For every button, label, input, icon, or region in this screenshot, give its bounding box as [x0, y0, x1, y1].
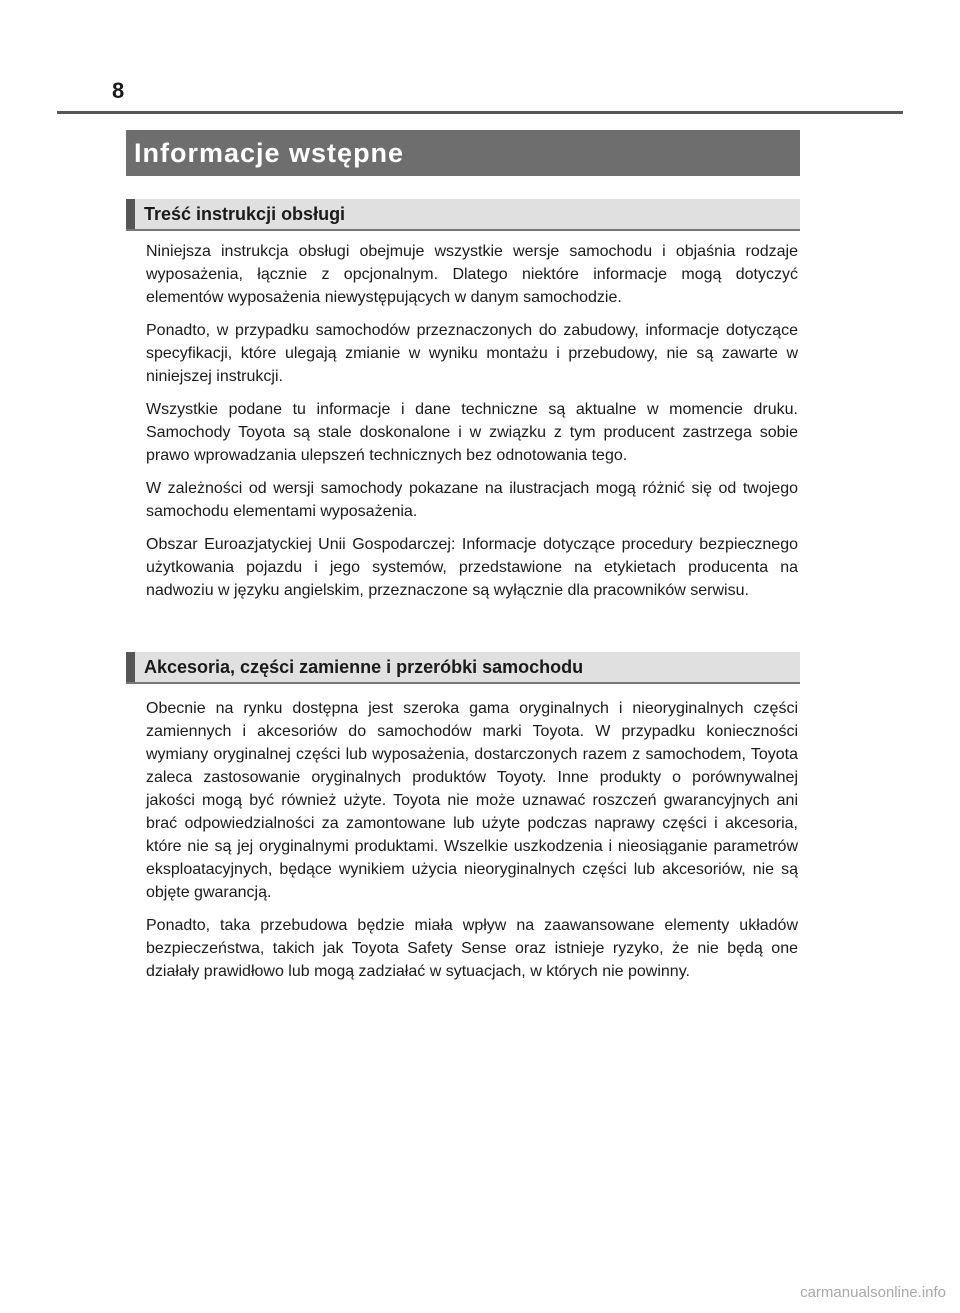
paragraph: Niniejsza instrukcja obsługi obejmuje wszystkie wersje samochodu i objaśnia rodzaje wyposażenia, łącznie z opcjonalnym. Dlatego niektóre informacje mogą dotyczyć elementów wyposażenia niewystępujących w danym samochodzie. [146, 243, 798, 306]
paragraph: Wszystkie podane tu informacje i dane techniczne są aktualne w momencie druku. Samochody Toyota są stale doskonalone i w związku z tym producent zastrzega sobie prawo wprowadzania ulepszeń technicznych bez odnotowania tego. [146, 401, 798, 464]
page-number: 8 [112, 78, 125, 103]
header-divider [57, 111, 903, 114]
section-heading-accessories [126, 652, 800, 684]
paragraph: Ponadto, w przypadku samochodów przeznaczonych do zabudowy, informacje dotyczące specyfikacji, które ulegają zmianie w wyniku montażu i przebudowy, nie są zawarte w niniejszej instrukcji. [146, 322, 798, 385]
section-heading-label: Treść instrukcji obsługi [144, 203, 346, 224]
section-body-manual-contents [146, 240, 798, 612]
section-heading-label: Akcesoria, części zamienne i przeróbki samochodu [144, 656, 584, 677]
section-heading-manual-contents [126, 199, 800, 231]
paragraph: W zależności od wersji samochody pokazane na ilustracjach mogą różnić się od twojego samochodu elementami wyposażenia. [146, 480, 798, 520]
paragraph: Ponadto, taka przebudowa będzie miała wpływ na zaawansowane elementy układów bezpieczeństwa, takich jak Toyota Safety Sense oraz istnieje ryzyko, że nie będą one działały prawidłowo lub mogą zadziałać w sytuacjach, w których nie powinny. [146, 917, 798, 980]
paragraph: Obszar Euroazjatyckiej Unii Gospodarczej: Informacje dotyczące procedury bezpiecznego użytkowania pojazdu i jego systemów, przedstawione na etykietach producenta na nadwoziu w języku angielskim, przeznaczone są wyłącznie dla pracowników serwisu. [146, 536, 798, 599]
section-heading-bar [126, 199, 135, 229]
chapter-title [126, 130, 800, 176]
section-heading-bar [126, 652, 135, 682]
watermark: carmanualsonline.info [800, 1284, 946, 1301]
chapter-title-text: Informacje wstępne [134, 137, 405, 168]
section-body-accessories [146, 697, 798, 993]
paragraph: Obecnie na rynku dostępna jest szeroka gama oryginalnych i nieoryginalnych części zamiennych i akcesoriów do samochodów marki Toyota. W przypadku konieczności wymiany oryginalnej części lub wyposażenia, dostarczonych razem z samochodem, Toyota zaleca zastosowanie oryginalnych produktów Toyoty. Inne produkty o porównywalnej jakości mogą być również użyte. Toyota nie może uznawać roszczeń gwarancyjnych ani brać odpowiedzialności za zamontowane lub użyte podczas naprawy części i akcesoria, które nie są jej oryginalnymi produktami. Wszelkie uszkodzenia i nieosiąganie parametrów eksploatacyjnych, będące wynikiem użycia nieoryginalnych części lub akcesoriów, nie są objęte gwarancją. [146, 700, 798, 901]
